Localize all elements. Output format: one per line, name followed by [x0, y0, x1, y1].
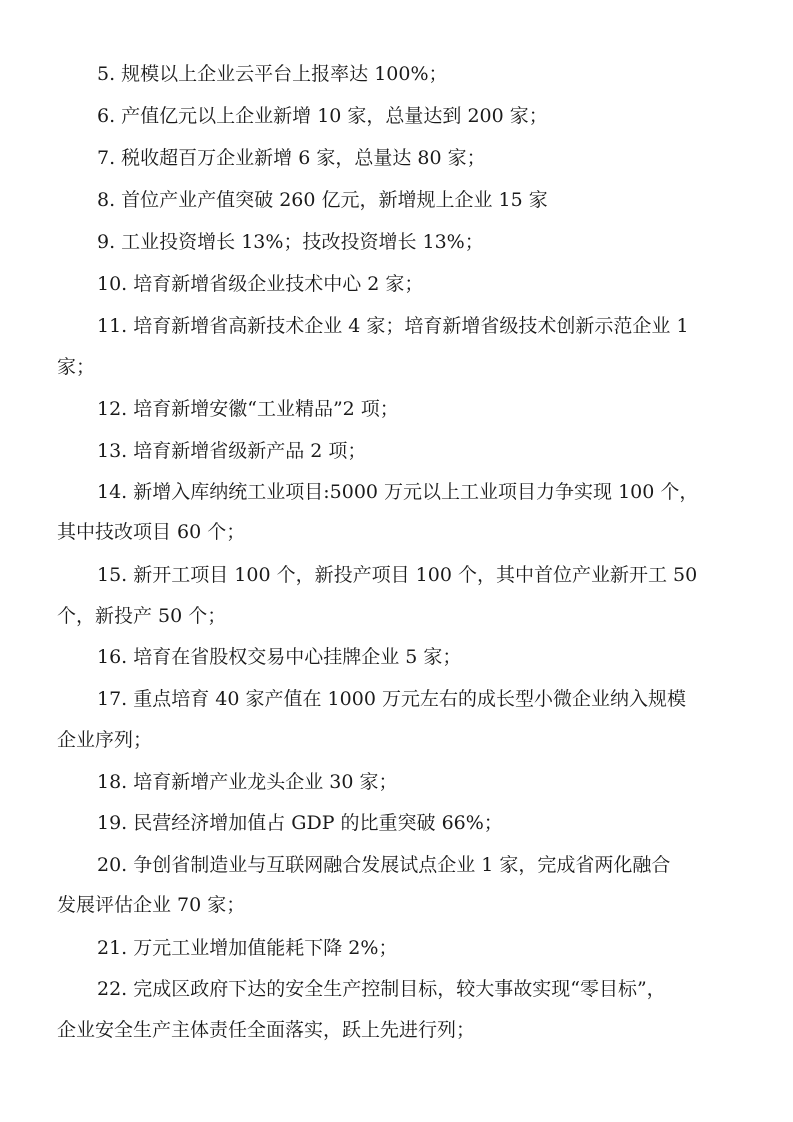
list-item-11-line-2: 家；	[57, 356, 96, 378]
list-item-22-line-1: 22. 完成区政府下达的安全生产控制目标，较大事故实现“零目标”，	[97, 978, 666, 1000]
list-item-20-line-1: 20. 争创省制造业与互联网融合发展试点企业 1 家，完成省两化融合	[97, 854, 671, 876]
list-item-21: 21. 万元工业增加值能耗下降 2%；	[97, 937, 398, 959]
list-item-13: 13. 培育新增省级新产品 2 项；	[97, 440, 367, 462]
list-item-5: 5. 规模以上企业云平台上报率达 100%；	[97, 63, 448, 85]
list-item-18: 18. 培育新增产业龙头企业 30 家；	[97, 771, 398, 793]
list-item-14-line-2: 其中技改项目 60 个；	[57, 521, 246, 543]
list-item-20-line-2: 发展评估企业 70 家；	[57, 894, 246, 916]
list-item-17-line-1: 17. 重点培育 40 家产值在 1000 万元左右的成长型小微企业纳入规模	[97, 688, 686, 710]
list-item-6: 6. 产值亿元以上企业新增 10 家，总量达到 200 家；	[97, 105, 548, 127]
list-item-16: 16. 培育在省股权交易中心挂牌企业 5 家；	[97, 646, 462, 668]
list-item-15-line-2: 个，新投产 50 个；	[57, 605, 227, 627]
list-item-22-line-2: 企业安全生产主体责任全面落实，跃上先进行列；	[57, 1019, 476, 1041]
list-item-7: 7. 税收超百万企业新增 6 家，总量达 80 家；	[97, 147, 486, 169]
list-item-17-line-2: 企业序列；	[57, 729, 153, 751]
list-item-9: 9. 工业投资增长 13%；技改投资增长 13%；	[97, 231, 484, 253]
list-item-8: 8. 首位产业产值突破 260 亿元，新增规上企业 15 家	[97, 189, 548, 211]
list-item-12: 12. 培育新增安徽“工业精品”2 项；	[97, 398, 399, 420]
list-item-19: 19. 民营经济增加值占 GDP 的比重突破 66%；	[97, 812, 503, 834]
list-item-15-line-1: 15. 新开工项目 100 个，新投产项目 100 个，其中首位产业新开工 50	[97, 564, 698, 586]
list-item-11-line-1: 11. 培育新增省高新技术企业 4 家；培育新增省级技术创新示范企业 1	[97, 315, 689, 337]
list-item-14-line-1: 14. 新增入库纳统工业项目:5000 万元以上工业项目力争实现 100 个，	[97, 481, 699, 503]
list-item-10: 10. 培育新增省级企业技术中心 2 家；	[97, 273, 424, 295]
